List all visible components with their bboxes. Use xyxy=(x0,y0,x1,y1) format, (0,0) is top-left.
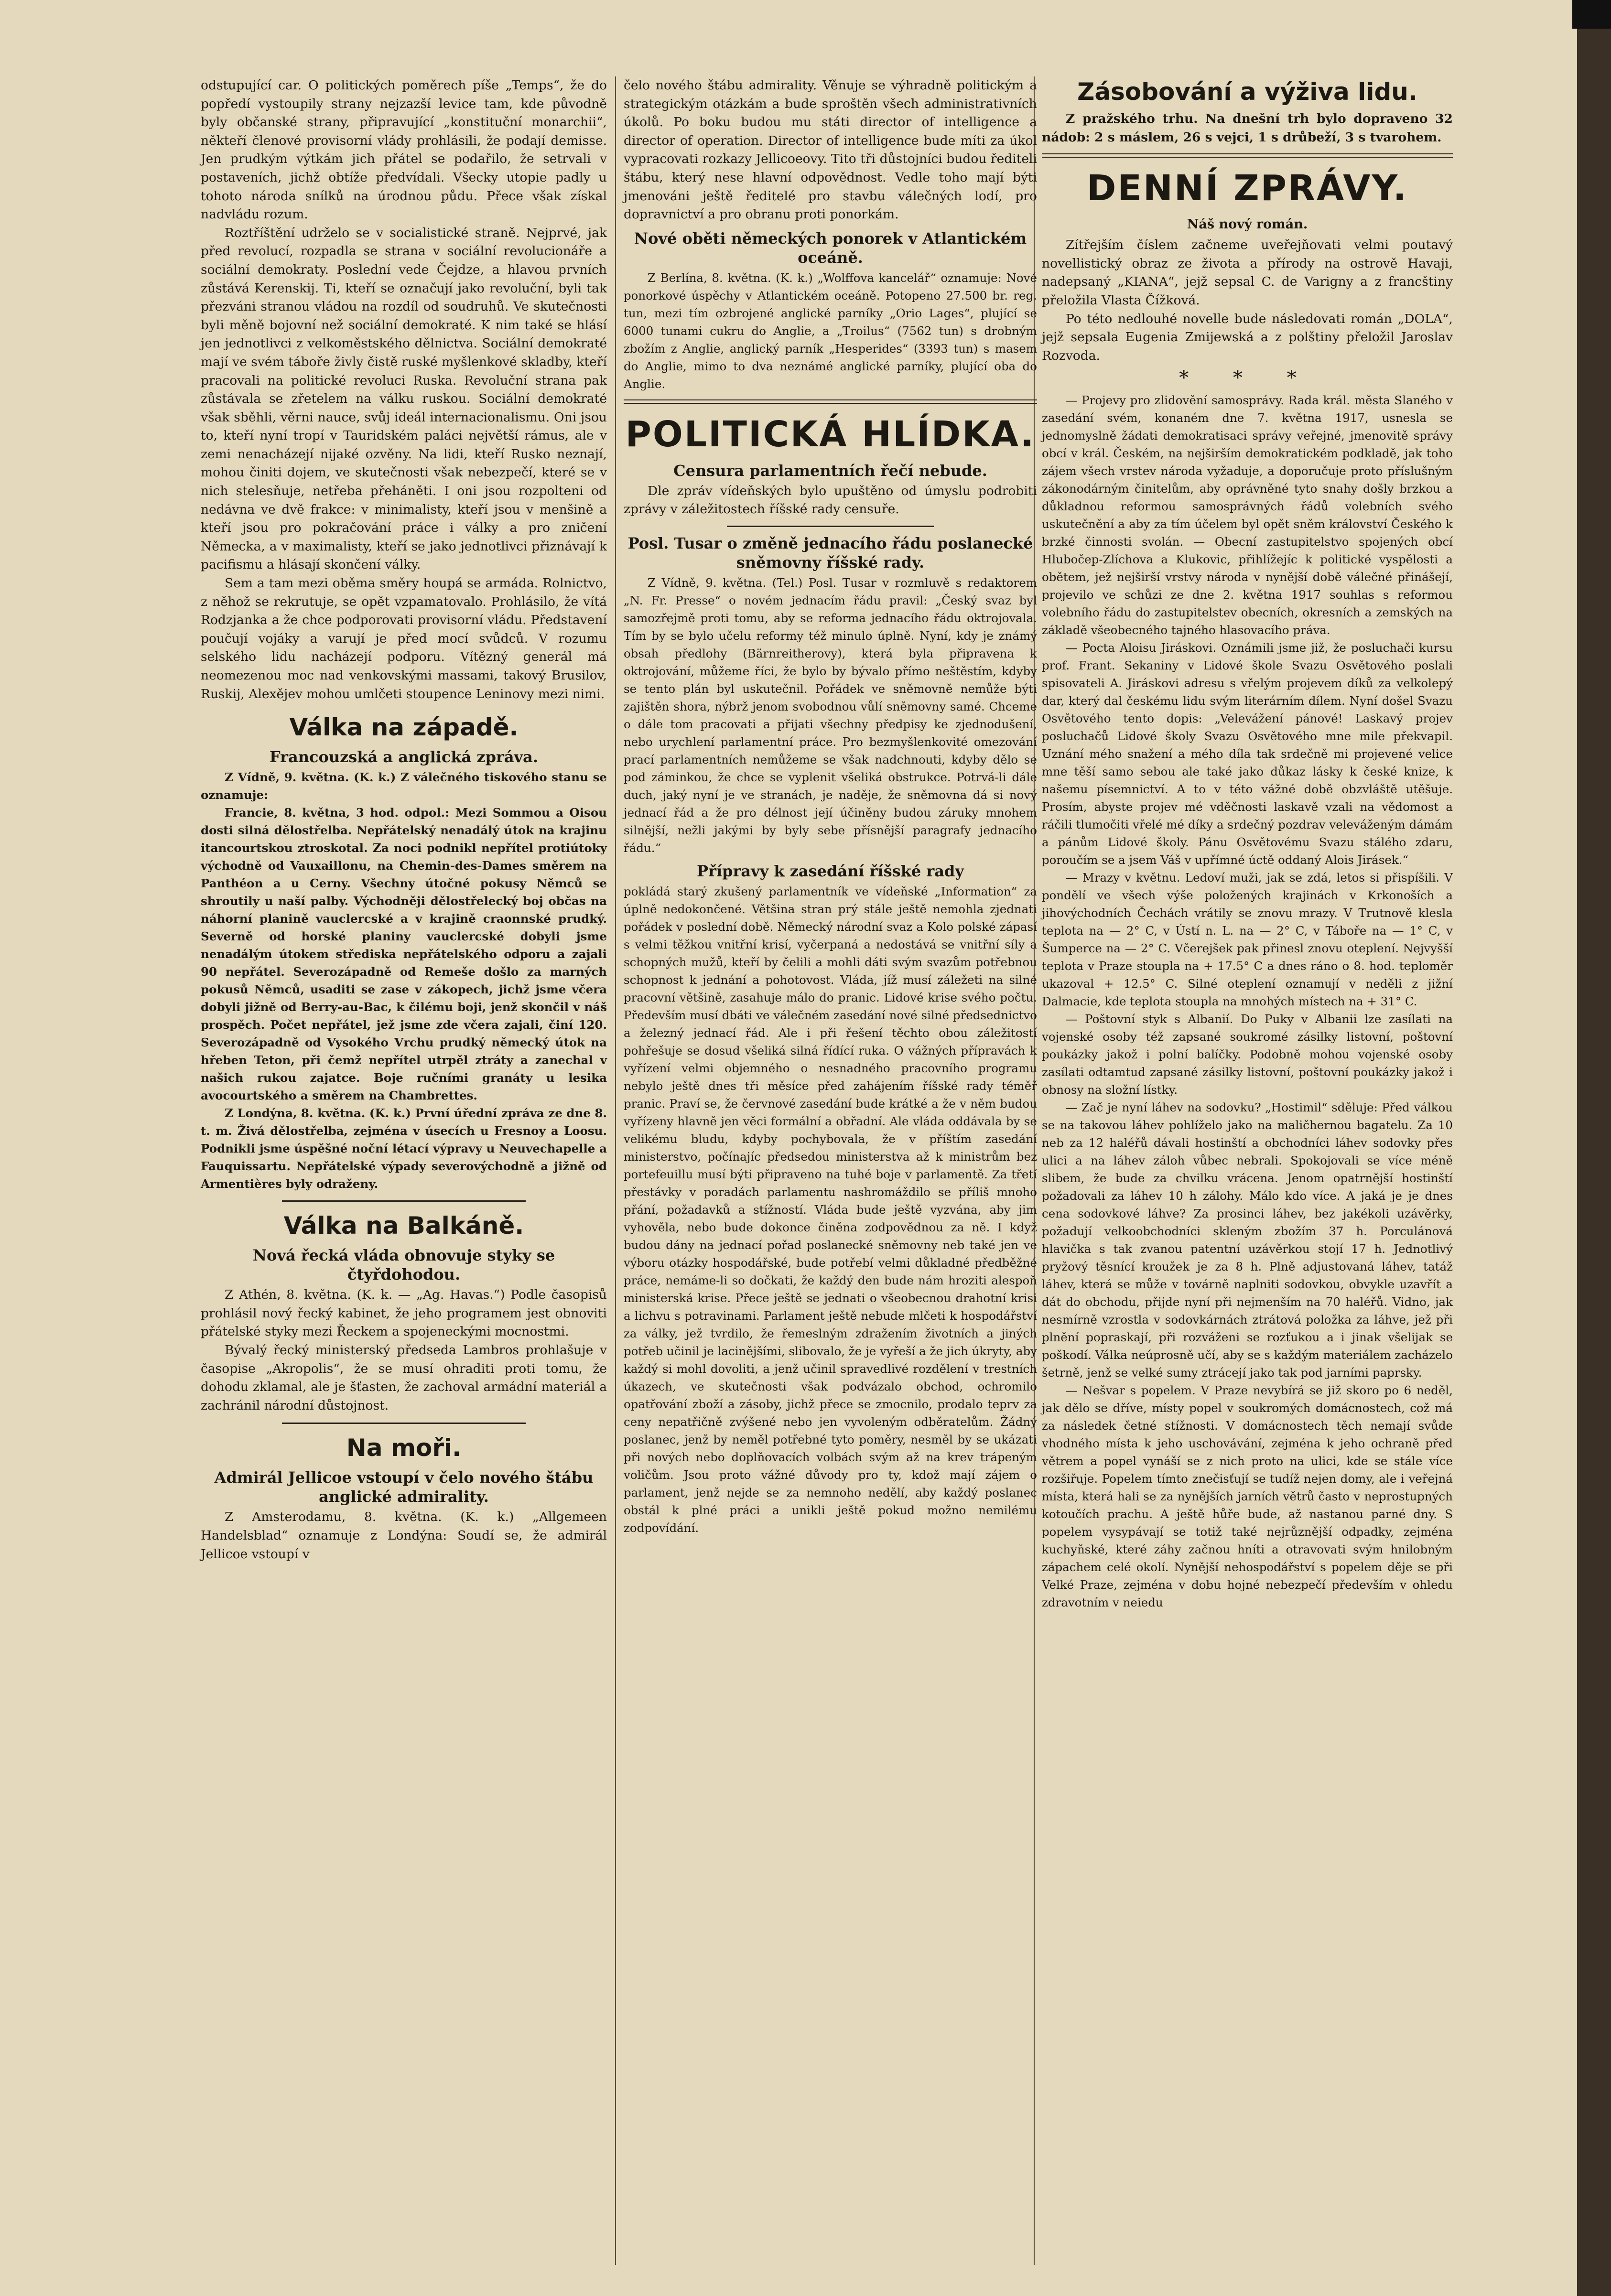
article-paragraph: — Projevy pro zlidovění samosprávy. Rada král. města Slaného v zasedání svém, konaném dne 7. května 1917, usnesla se jednomyslně žádati demokratisaci správy veřejné, jmenovitě správy obcí v král. Českém, na nejširším demokratickém podkladě, jak toho zájem všech vrstev národa vyžaduje, a doporučuje proto příslušným zákonodárným činitelům, aby oprávněné tyto snahy došly brzkou a důkladnou reformou samosprávných řádů volebních svého uskutečnění a aby za tím účelem byl opět sněm království Českého k brzké činnosti svolán. — Obecní zastupitelstvo spojených obcí Hlubočep-Zlíchova a Klukovic, přihlížejíc k politické vyspělosti a obětem, jež nejširší vrstvy národa v nynější době válečné přinášejí, projevilo ve schůzi ze dne 2. května 1917 souhlas s reformou volebního řádu do zastupitelstev obecních, okresních a zemských na základě všeobecného tajného hlasovacího práva. xyxy=(1042,393,1453,637)
article-paragraph: — Pocta Aloisu Jiráskovi. Oznámili jsme již, že posluchači kursu prof. Frant. Sekaniny v Lidové škole Svazu Osvětového poslali spisovateli A. Jiráskovi adresu s vřelým projevem díků za velkolepý dar, který dal českému lidu svým literárním dílem. Nyní došel Svazu Osvětového tento dopis: „Velevážení pánové! Laskavý projev posluchačů Lidové školy Svazu Osvětového mne mile překvapil. Uznání mého snažení a mého díla tak srdečně mi projevené velice mne těší samo sebou ale také jako důkaz lásky k české knize, k našemu písemnictví. A to v této vážné době obzvláště utěšuje. Prosím, abyste projev mé vděčnosti laskavě vzali na vědomost a ráčili tlumočiti vřelé mé díky a srdečný pozdrav veleváženým dámám a pánům Lidové školy. Pánu Osvětovému Svazu stálého zdaru, poroučím se a jsem Váš v upřímné úctě oddaný Alois Jirásek.“ xyxy=(1042,640,1453,867)
article-paragraph: Sem a tam mezi oběma směry houpá se armáda. Rolnictvo, z něhož se rekrutuje, se opět vzpamatovalo. Prohlásilo, že vítá Rodzjanka a že chce podporovati provisorní vládu. Představení poučují vojáky a varují je před mocí svůdců. V rozumu selského lidu nacházejí podporu. Vítězný generál má neomezenou moc nad venkovskými massami, takový Brusilov, Ruskij, Alexějev mohou umlčeti stoupence Leninovy mezi nimi. xyxy=(201,576,607,701)
divider xyxy=(282,1200,526,1202)
section-banner-daily-news: DENNÍ ZPRÁVY. xyxy=(1087,168,1408,209)
section-separator: * * * xyxy=(1179,367,1316,389)
article-paragraph: Z Vídně, 9. května. (Tel.) Posl. Tusar v rozmluvě s redaktorem „N. Fr. Presse“ o novém jednacím řádu pravil: „Český svaz byl samozřejmě proti tomu, aby se reforma jednacího řádu oktrojovala. Tím by se bylo učelu reformy též minulo úplně. Nyní, kdy je známý obsah předlohy (Bärnreitherovy), která byla připravena k oktrojování, můžeme říci, že bylo by bývalo přímo neštěstím, kdyby se tento plán byl uskutečnil. Pořádek ve sněmovně nemůže býti zajištěn shora, nýbrž jenom svobodnou vůlí sněmovny samé. Chceme o dále tom pracovati a přijati všechny předpisy ke zjednodušení, nebo urychlení parlamentní práce. Pro bezmyšlenkovité omezování prací parlamentních nemůžeme se však nadchnouti, kdyby dělo se pod záminkou, že chce se vyplenit všeliká obstrukce. Potrvá-li dále duch, jaký nyní je ve stranách, je naděje, že sněmovna dá si nový jednací řád a že pro délnost její účiněny budou záruky mnohem silnější, nežli jakými by byly sebe přísnější paragrafy jednacího řádu.“ xyxy=(624,575,1037,855)
subheading: Náš nový román. xyxy=(1187,217,1308,232)
column-rule xyxy=(615,76,616,2265)
article-paragraph: Bývalý řecký ministerský předseda Lambros prohlašuje v časopise „Akropolis“, že se musí ohraditi proti tomu, že dohodu zklamal, ale je šťasten, že zachoval armádní materiál a zachránil národní důstojnost. xyxy=(201,1342,607,1413)
article-paragraph: Z pražského trhu. Na dnešní trh bylo dopraveno 32 nádob: 2 s máslem, 26 s vejci, 1 s drůbeží, 3 s tvarohem. xyxy=(1042,111,1453,145)
section-heading-west: Válka na západě. xyxy=(289,713,519,742)
subheading: Admirál Jellicoe vstoupí v čelo nového štábu anglické admirality. xyxy=(214,1468,594,1506)
article-paragraph: — Zač je nyní láhev na sodovku? „Hostimil“ sděluje: Před válkou se na takovou láhev pohlíželo jako na maličhernou bagatelu. Za 10 neb za 12 haléřů dávali hostinští a obchodníci láhev sodovky přes ulici a na láhev záloh vůbec nebrali. Spokojovali se více méně slibem, že bude za chvilku vrácena. Jenom opatrnější hostinští požadovali za láhev 10 h zálohy. Málo kdo více. A jaká je je dnes cena sodovkové láhve? Za prosinci láhev, bez jakékoli uzávěrky, požadují velkoobchodníci skleným zbožím 37 h. Porculánová hlavička s tak zvanou patentní uzávěrkou stojí 17 h. Jednotlivý pryžový těsnící kroužek je za 8 h. Plně adjustovaná láhev, tatáž láhev, která se může v továrně naplniti sodovkou, obvykle uzavřít a dát do obchodu, přijde nyní při nejmenším na 70 haléřů. Vidno, jak nesmírně vzrostla v sodovkárnách ztrátová položka za láhve, jež při plnění popraskají, při rozváženi se rozťukou a i jinak všelijak se poškodí. Válka neúprosně učí, aby se s každým materiálem zacházelo šetrně, jenž se velké sumy ztrácejí jako tak pod jarními paprsky. xyxy=(1042,1100,1453,1380)
subheading: Francouzská a anglická zpráva. xyxy=(269,748,539,766)
subheading: Nová řecká vláda obnovuje styky se čtyřdohodou. xyxy=(252,1246,555,1284)
column-1 xyxy=(201,76,607,1563)
divider xyxy=(727,526,934,527)
article-paragraph: odstupující car. O politických poměrech píše „Temps“, že do popředí vystoupily strany nejzazší levice tam, kde původně byly občanské strany, připravující „konstituční monarchii“, někteří členové provisorní vlády prohlásili, že podají demisse. Jen prudkým výtkám jich přátel se podařilo, že setrvali v postaveních, jichž obtíže předvídali. Všecky utopie padly u tohoto národa snílků na úrodnou půdu. Přece však získal nadvládu rozum. xyxy=(201,78,607,222)
subheading: Přípravy k zasedání říšské rady xyxy=(697,862,964,880)
column-3 xyxy=(1042,76,1453,1611)
section-heading-sea: Na moři. xyxy=(346,1434,462,1462)
article-paragraph: — Mrazy v květnu. Ledoví muži, jak se zdá, letos si přispíšili. V pondělí ve všech výše položených krajinách v Krkonoších a jihovýchodních Čechách vrátily se znovu mrazy. V Trutnově klesla teplota na — 2° C, v Ústí n. L. na — 2° C, v Táboře na — 1° C, v Šumperce na — 2° C. Včerejšek pak přinesl znovu oteplení. Nejvyšší teplota v Praze stoupla na + 17.5° C a dnes ráno o 8. hod. teploměr ukazoval + 12.5° C. Silné oteplení oznamují v neděli z jižní Dalmacie, kde teplota stoupla na mnohých místech na + 31° C. xyxy=(1042,870,1453,1008)
section-heading-supply: Zásobování a výživa lidu. xyxy=(1077,78,1417,106)
article-paragraph: Z Berlína, 8. května. (K. k.) „Wolffova kancelář“ oznamuje: Nové ponorkové úspěchy v Atlantickém oceáně. Potopeno 27.500 br. reg. tun, mezi tím ozbrojené anglické parníky „Orio Lages“, plující se 6000 tunami cukru do Anglie, a „Troilus“ (7562 tun) s drobným zbožím z Anglie, anglický parník „Hesperides“ (3393 tun) s masem do Anglie, mimo to dva neznámé anglické parníky, plující oba do Anglie. xyxy=(624,270,1037,391)
section-banner-political: POLITICKÁ HLÍDKA. xyxy=(625,413,1036,455)
page-corner xyxy=(1572,0,1611,29)
divider xyxy=(624,399,1037,404)
article-paragraph: — Nešvar s popelem. V Praze nevybírá se již skoro po 6 neděl, jak dělo se dříve, místy popel v soukromých domácnostech, což má za následek četné stížnosti. V domácnostech těch nemají svůde vhodného místa k jeho uschovávání, zejména k jeho ochraně před větrem a popel vynáší se z nich proto na ulici, kde se stále více rozšiřuje. Popelem tímto znečisťují se tudíž nejen domy, ale i veřejná místa, která hali se za nynějších jarních větrů často v neprostupných kotoučích prachu. A ještě hůře bude, až nastanou parné dny. S popelem vysypávají se totiž také nejrůznější odpadky, zejména kuchyňské, které záhy začnou hníti a otravovati svým hnilobným zápachem celé okolí. Nynější nehospodářství s popelem děje se při Velké Praze, zejména v dobu hojné nebezpečí především v ohledu zdravotním v neiedu xyxy=(1042,1383,1453,1609)
column-2 xyxy=(624,76,1037,1537)
page-edge xyxy=(1577,0,1611,2296)
subheading: Censura parlamentních řečí nebude. xyxy=(673,461,987,480)
article-paragraph: pokládá starý zkušený parlamentník ve vídeňské „Information“ za úplně nedokončené. Většina stran prý stále ještě nemohla zjednati pořádek v poslední době. Německý národní svaz a Kolo polské zápasí s velmi těžkou vnitřní krisí, vyčerpaná a nedostává se vnitřní síly a schopných mužů, kteří by čelili a mohli dáti svým svazům potřebnou schopnost k jednání a pohotovost. Vláda, jíž musí záležeti na silné pracovní většině, zasahuje málo do pranic. Lidové krise svého počtu. Především musí dbáti ve válečném zasedání nové silné předsednictvo a železný jednací řád. Ale i při řešení těchto obou záležitostí pohřešuje se dosud všeliká silná řídící ruka. O vážných přípravách k vyřízení velmi objemného o nesnadného pracovního programu nebylo ještě dnes tři měsíce před zahájením říšské rady téměř pranic. Praví se, že červnové zasedání bude krátké a že v něm budou vyřízeny hlavně jen věci formální a obřadní. Ale vláda oddávala by se velikému bludu, kdyby pochybovala, že v příštím zasedání ministerstvo, počínajíc předsedou ministerstva až k ministrům bez portefeuillu musí býti připraveno na tuhé boje v parlamentě. Za třetí přestávky v poradách parlamentu nashromáždilo se příliš mnoho přání, požadavků a stížností. Vláda bude ještě vyzvána, aby jim vyhověla, nebo bude dokonce činěna zodpovědnou za ně. I když budou dány na jednací pořad poslanecké sněmovny neb také jen ve výboru otázky hospodářské, bude potřebí velmi důkladné předběžné práce, nemáme-li so dočkati, že každý den bude nám hroziti alespoň ministerská krise. Přece ještě se jednati o všeobecnou drahotní krisi a lichvu s potravinami. Parlament ještě nebude mlčeti k hospodářství za války, jež tvrdilo, že řemeslným zdražením životních a jiných potřeb učinil je lacinějšími, slibovalo, že je vyřeší a že jich úkryty, aby každý si mohl dovoliti, a jenž učinil spravedlivé rozdělení v trestních úkazech, ve skutečnosti však podvázalo obchod, ochromilo opatřování zboží a zásoby, jichž přece se zmocnilo, prodalo teprv za ceny nepatřičně zvýšené nebo jen vyvoleným odběratelům. Žádný poslanec, jenž by neměl potřebné tyto poměry, nesměl by se ukázati při nových nebo doplňovacích volbách svým až na krev trápeným voličům. Jsou proto vážné důvody pro ty, kdož mají zájem o parlament, jenž nejde se za nemnoho nedělí, aby každý poslanec obstál k plné práci a unikli ještě pokud možno nemilému zodpovídání. xyxy=(624,884,1037,1535)
article-paragraph: Zítřejším číslem začneme uveřejňovati velmi poutavý novellistický obraz ze života a přírody na ostrově Havaji, nadepsaný „KIANA“, jejž sepsal C. de Varigny a z francštiny přeložila Vlasta Čížková. xyxy=(1042,237,1453,308)
subheading: Posl. Tusar o změně jednacího řádu poslanecké sněmovny říšské rady. xyxy=(627,534,1033,571)
article-paragraph: Roztříštění udrželo se v socialistické straně. Nejprvé, jak před revolucí, rozpadla se strana v sociální revolucionáře a sociální demokraty. Poslední vede Čejdze, a hlavou prvních zůstává Kerenskij. Ti, kteří se označují jako revoluční, byli tak přezváni stranou vládou na rozdíl od soudruhů. Ve skutečnosti byli měně bojovní než sociální demokraté. K nim také se hlásí jen jednotlivci z velkoměstského dělnictva. Sociální demokraté mají ve svém táboře živly čistě ruské myšlenkové skladby, kteří pracovali na politické revoluci Ruska. Revoluční strana pak zůstávala se zřetelem na válku ruskou. Sociální demokraté však sběhli, věrni nauce, svůj ideál internacionalismu. Oni jsou to, kteří nyní tropí v Tauridském paláci největší rámus, ale v zemi nenacházejí nijaké ozvěny. Na lidi, kteří Rusko neznají, mohou činiti dojem, ve skutečnosti však nebezpečí, které se v nich stelesňuje, netřeba přeháněti. I oni jsou rozpolteni od nedávna ve dvě frakce: v minimalisty, kteří jsou v menšině a kteří jsou pro pokračování práce i války a pro zničení Německa, a v maximalisty, kteří se jako jednotlivci přiznávají k pacifismu a hlásají skončení války. xyxy=(201,225,607,572)
article-paragraph: Z Vídně, 9. května. (K. k.) Z válečného tiskového stanu se oznamuje: xyxy=(201,770,607,802)
article-paragraph: Dle zpráv vídeňských bylo upuštěno od úmyslu podrobiti zprávy v záležitostech říšské rady censuře. xyxy=(624,483,1037,517)
article-paragraph: čelo nového štábu admirality. Věnuje se výhradně politickým a strategickým otázkám a bude sproštěn všech administrativních úkolů. Po boku budou mu státi director of intelligence a director of operation. Director of intelligence bude míti za úkol vypracovati rozkazy Jellicoeovy. Tito tři důstojníci budou řediteli štábu, který nese hlavní odpovědnost. Vedle toho mají býti jmenováni ještě ředitelé pro stavbu válečných lodí, pro dopravnictví a pro obranu proti ponorkám. xyxy=(624,78,1037,222)
article-paragraph: Z Athén, 8. května. (K. k. — „Ag. Havas.“) Podle časopisů prohlásil nový řecký kabinet, že jeho programem jest obnoviti přátelské styky mezi Řeckem a spojeneckými mocnostmi. xyxy=(201,1287,607,1339)
article-paragraph: Francie, 8. května, 3 hod. odpol.: Mezi Sommou a Oisou dosti silná dělostřelba. Nepřátelský nenadálý útok na krajinu itancourtskou ztroskotal. Za noci podnikl nepřítel protiútoky východně od Vauxaillonu, na Chemin-des-Dames směrem na Panthéon a u Cerny. Všechny útočné pokusy Němců se shroutily u naší palby. Východněji dělostřelecký boj občas na náhorní planině vauclercské a v krajině craonnské prudký. Severně od horské planiny vauclercské dobyli jsme nenadálým útokem střediska nepřátelského odporu a zajali 90 nepřátel. Severozápadně od Remeše došlo za marných pokusů Němců, usaditi se zase v zákopech, jichž jsme včera dobyli jižně od Berry-au-Bac, k čilému boji, jenž skončil v náš prospěch. Počet nepřátel, jež jsme zde včera zajali, činí 120. Severozápadně od Vysokého Vrchu prudký německý útok na hřeben Teton, při čemž nepřítel utrpěl ztráty a zanechal v našich rukou zajatce. Boje ručními granáty u lesika avocourtského a směrem na Chambrettes. xyxy=(201,806,607,1103)
subheading: Nové oběti německých ponorek v Atlantickém oceáně. xyxy=(634,229,1027,267)
divider xyxy=(282,1423,526,1424)
article-paragraph: Z Londýna, 8. května. (K. k.) První úřední zpráva ze dne 8. t. m. Živá dělostřelba, zejména v úsecích u Fresnoy a Loosu. Podnikli jsme úspěšné noční létací výpravy u Neuvechapelle a Fauquissartu. Nepřátelské výpady severovýchodně a jižně od Armentières byly odraženy. xyxy=(201,1106,607,1191)
section-heading-balkan: Válka na Balkáně. xyxy=(283,1212,524,1240)
article-paragraph: — Poštovní styk s Albanií. Do Puky v Albanii lze zasílati na vojenské osoby též zapsané soukromé zásilky listovní, poštovní poukázky jakož i polní balíčky. Podobně mohou vojenské osoby zasílati odtamtud zapsané zásilky listovní, poštovní poukázky jakož i obnosy na složní lístky. xyxy=(1042,1012,1453,1097)
article-paragraph: Po této nedlouhé novelle bude následovati román „DOLA“, jejž sepsala Eugenia Zmijewská a z polštiny přeložil Jaroslav Rozvoda. xyxy=(1042,311,1453,363)
divider xyxy=(1042,153,1453,158)
article-paragraph: Z Amsterodamu, 8. května. (K. k.) „Allgemeen Handelsblad“ oznamuje z Londýna: Soudí se, že admirál Jellicoe vstoupí v xyxy=(201,1509,607,1562)
